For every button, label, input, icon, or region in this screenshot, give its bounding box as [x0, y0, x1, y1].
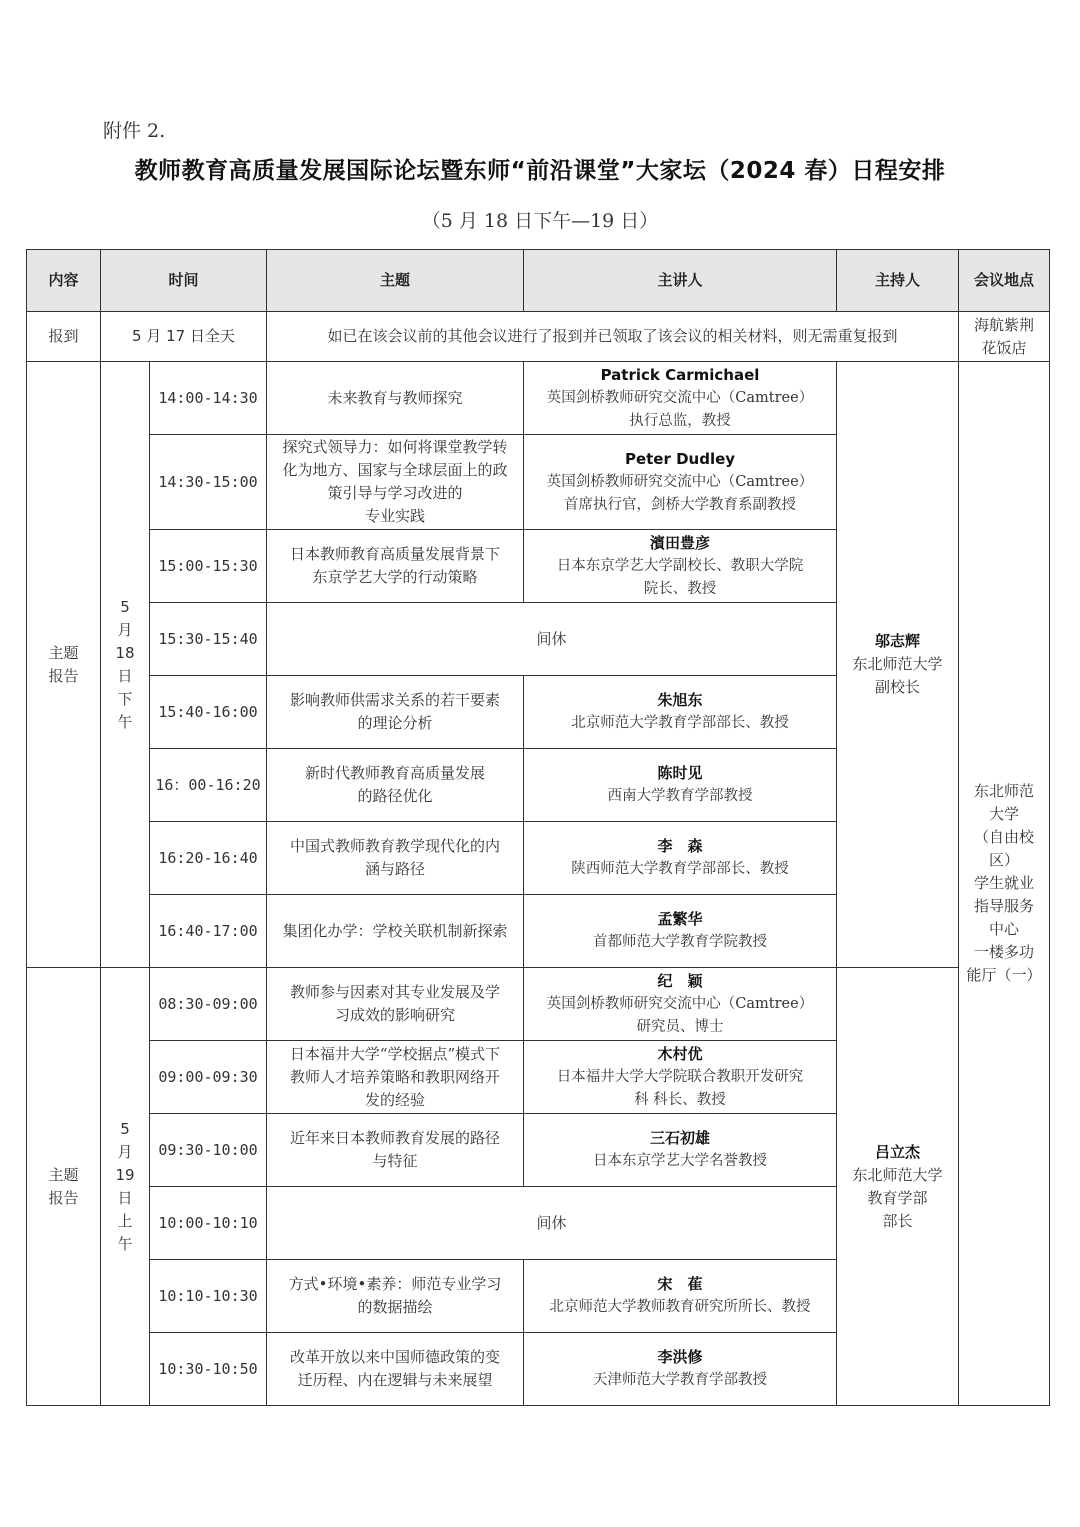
header-time: 时间	[101, 250, 267, 312]
header-speaker: 主讲人	[524, 250, 837, 312]
header-host: 主持人	[837, 250, 959, 312]
session-time: 15:30-15:40	[150, 603, 267, 676]
speaker-affiliation: 北京师范大学教师教育研究所所长、教授	[549, 1299, 811, 1315]
date-label: 5 月 18 日 下 午	[101, 362, 150, 968]
host-cell	[837, 968, 959, 1406]
speaker-name: 孟繁华	[657, 910, 703, 928]
header-row	[27, 250, 1050, 312]
speaker-name: 三石初雄	[650, 1129, 711, 1147]
session-topic: 未来教育与教师探究	[267, 362, 524, 435]
session-topic: 影响教师供需求关系的若干要素 的理论分析	[267, 676, 524, 749]
session-speaker	[524, 822, 837, 895]
registration-venue: 海航紫荆 花饭店	[959, 312, 1050, 362]
attachment-label: 附件 2.	[103, 120, 166, 142]
speaker-affiliation: 西南大学教育学部教授	[607, 788, 753, 804]
session-row	[27, 362, 1050, 435]
session-speaker	[524, 968, 837, 1041]
date-label: 5 月 19 日 上 午	[101, 968, 150, 1406]
session-topic: 新时代教师教育高质量发展 的路径优化	[267, 749, 524, 822]
speaker-affiliation: 陕西师范大学教育学部部长、教授	[571, 861, 789, 877]
speaker-affiliation: 天津师范大学教育学部教授	[593, 1372, 768, 1388]
session-time: 10:00-10:10	[150, 1187, 267, 1260]
registration-row	[27, 312, 1050, 362]
session-time: 09:00-09:30	[150, 1041, 267, 1114]
speaker-name: 木村优	[657, 1044, 703, 1063]
host-name: 邬志辉	[875, 632, 921, 650]
speaker-name: Peter Dudley	[624, 449, 736, 468]
speaker-name: Patrick Carmichael	[600, 365, 760, 384]
session-topic: 方式•环境•素养：师范专业学习 的数据描绘	[267, 1260, 524, 1333]
break-cell: 间休	[267, 603, 837, 676]
registration-time: 5 月 17 日全天	[101, 312, 267, 362]
host-cell	[837, 362, 959, 968]
session-topic: 中国式教师教育教学现代化的内 涵与路径	[267, 822, 524, 895]
session-topic: 日本福井大学“学校据点”模式下 教师人才培养策略和教职网络开 发的经验	[267, 1041, 524, 1114]
session-topic: 改革开放以来中国师德政策的变 迁历程、内在逻辑与未来展望	[267, 1333, 524, 1406]
speaker-affiliation: 英国剑桥教师研究交流中心（Camtree） 执行总监，教授	[546, 389, 814, 429]
section-label: 主题 报告	[27, 362, 101, 968]
header-content: 内容	[27, 250, 101, 312]
header-topic: 主题	[267, 250, 524, 312]
speaker-affiliation: 北京师范大学教育学部部长、教授	[571, 715, 789, 731]
speaker-name: 李洪修	[657, 1348, 703, 1366]
speaker-name: 陈时见	[657, 764, 703, 782]
speaker-name: 宋 萑	[657, 1275, 703, 1293]
speaker-name: 纪 颖	[657, 971, 703, 990]
session-time: 16:40-17:00	[150, 895, 267, 968]
speaker-affiliation: 日本东京学艺大学副校长、教职大学院 院长、教授	[556, 557, 804, 597]
main-venue: 东北师范 大学 （自由校 区） 学生就业 指导服务 中心 一楼多功 能厅（一）	[959, 362, 1050, 1406]
session-speaker	[524, 435, 837, 530]
speaker-affiliation: 日本福井大学大学院联合教职开发研究 科 科长、教授	[556, 1068, 804, 1108]
session-time: 16:20-16:40	[150, 822, 267, 895]
session-time: 09:30-10:00	[150, 1114, 267, 1187]
session-time: 10:30-10:50	[150, 1333, 267, 1406]
document-title: 教师教育高质量发展国际论坛暨东师“前沿课堂”大家坛（2024 春）日程安排	[134, 158, 946, 184]
session-speaker	[524, 895, 837, 968]
speaker-affiliation: 英国剑桥教师研究交流中心（Camtree） 首席执行官，剑桥大学教育系副教授	[546, 473, 814, 513]
host-title: 东北师范大学 教育学部 部长	[852, 1165, 943, 1230]
session-speaker	[524, 1260, 837, 1333]
session-topic: 日本教师教育高质量发展背景下 东京学艺大学的行动策略	[267, 530, 524, 603]
registration-label: 报到	[27, 312, 101, 362]
session-time: 10:10-10:30	[150, 1260, 267, 1333]
session-topic: 集团化办学：学校关联机制新探索	[267, 895, 524, 968]
speaker-name: 濱田豊彦	[650, 533, 711, 552]
session-time: 15:40-16:00	[150, 676, 267, 749]
session-time: 08:30-09:00	[150, 968, 267, 1041]
section-label: 主题 报告	[27, 968, 101, 1406]
session-speaker	[524, 1333, 837, 1406]
registration-note: 如已在该会议前的其他会议进行了报到并已领取了该会议的相关材料，则无需重复报到	[267, 312, 959, 362]
session-time: 15:00-15:30	[150, 530, 267, 603]
session-row	[27, 968, 1050, 1041]
break-cell: 间休	[267, 1187, 837, 1260]
session-time: 14:00-14:30	[150, 362, 267, 435]
session-topic: 探究式领导力：如何将课堂教学转 化为地方、国家与全球层面上的政 策引导与学习改进的 专业实践	[267, 435, 524, 530]
session-speaker	[524, 676, 837, 749]
session-time: 14:30-15:00	[150, 435, 267, 530]
session-speaker	[524, 1114, 837, 1187]
speaker-affiliation: 英国剑桥教师研究交流中心（Camtree） 研究员、博士	[546, 995, 814, 1035]
speaker-affiliation: 首都师范大学教育学院教授	[593, 934, 768, 950]
session-speaker	[524, 362, 837, 435]
session-speaker	[524, 1041, 837, 1114]
header-venue: 会议地点	[959, 250, 1050, 312]
document-subtitle: （5 月 18 日下午—19 日）	[421, 210, 659, 232]
host-title: 东北师范大学 副校长	[852, 655, 943, 696]
speaker-affiliation: 日本东京学艺大学名誉教授	[593, 1153, 768, 1169]
host-name: 吕立杰	[875, 1142, 921, 1161]
speaker-name: 朱旭东	[657, 691, 703, 709]
session-topic: 教师参与因素对其专业发展及学 习成效的影响研究	[267, 968, 524, 1041]
session-topic: 近年来日本教师教育发展的路径 与特征	[267, 1114, 524, 1187]
session-speaker	[524, 749, 837, 822]
schedule-table	[26, 249, 1050, 1406]
session-speaker	[524, 530, 837, 603]
speaker-name: 李 森	[657, 837, 703, 855]
session-time: 16：00-16:20	[150, 749, 267, 822]
